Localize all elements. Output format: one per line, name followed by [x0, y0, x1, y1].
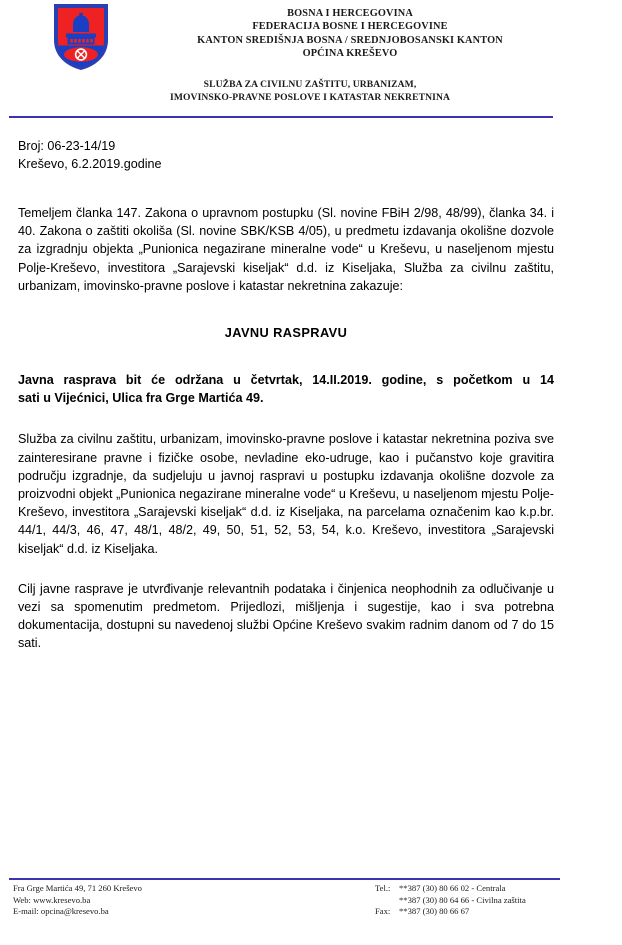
invitation-line-1: Služba za civilnu zaštitu, urbanizam, imovinsko-pravne poslove i katastar nekretnina: [18, 432, 491, 447]
paragraph-schedule: [18, 371, 554, 407]
footer-fax-number: **387 (30) 80 66 67: [399, 906, 470, 917]
header-line-federation: FEDERACIJA BOSNE I HERCEGOVINE: [252, 21, 448, 33]
notice-heading: JAVNU RASPRAVU: [224, 325, 348, 341]
intro-line-5: d.d. iz Kiseljaka, Služba za civilnu zaštitu, urbanizam, imovinsko-pravne poslove i: [18, 260, 554, 293]
paragraph-purpose: [18, 580, 554, 653]
footer-tel-number-2: **387 (30) 80 64 66: [399, 894, 470, 905]
footer-tel-number-1: **387 (30) 80 66 02: [399, 883, 470, 893]
footer-address: Fra Grge Martića 49, 71 260 Kreševo: [13, 883, 142, 893]
footer-contact-left: [13, 883, 313, 918]
department-line-2: IMOVINSKO-PRAVNE POSLOVE I KATASTAR NEKRETNINA: [169, 92, 450, 103]
footer-fax-label: Fax:: [375, 906, 391, 917]
invitation-line-3: pučanstvo koje gravitira području izgradnje, da sudjeluju u javnoj raspravi u postupku: [18, 450, 555, 483]
invitation-line-4: izdavanja okolišne dozvole za proizvodni objekt „Punionica negazirane mineralne: [18, 468, 554, 502]
invitation-line-2: poziva sve zainteresirane pravne i fizičke osobe, nevladine eko-udruge, kao i: [18, 432, 555, 465]
schedule-line-2: sati u Vijećnici, Ulica fra Grge Martića 49.: [18, 391, 264, 406]
department-line-1: SLUŽBA ZA CIVILNU ZAŠTITU, URBANIZAM,: [203, 79, 417, 90]
coat-of-arms-icon: [52, 2, 110, 72]
footer-tel-desc-2: - Civilna zaštita: [471, 894, 526, 905]
invitation-line-5: vode“ u Kreševu, u naseljenom mjestu Polje-Kreševo, investitora „Sarajevski kiseljak“: [18, 487, 554, 520]
footer-tel-desc-1: - Centrala: [471, 883, 506, 893]
footer-phone-row-1: [375, 883, 615, 895]
header-country-lines: [140, 7, 560, 61]
footer-divider: [9, 878, 560, 880]
header-divider: [9, 116, 553, 118]
document-body: [18, 138, 554, 653]
intro-line-1: Temeljem članka 147. Zakona o upravnom postupku (Sl. novine FBiH 2/98, 48/99),: [18, 206, 486, 220]
intro-line-3: izdavanja okolišne dozvole za izgradnju objekta „Punionica negazirane mineralne: [18, 224, 554, 257]
footer-phone-row-2: [375, 895, 615, 907]
footer-contact-right: [375, 883, 615, 918]
invitation-line-7: 49, 50, 51, 52, 53, 54, k.o. Kreševo, investitora „Sarajevski kiseljak“ d.d. iz Kiseljaka.: [18, 523, 554, 556]
invitation-line-6: d.d. iz Kiseljaka, na parcelama označenim kao k.p.br. 44/1, 44/3, 46, 47, 48/1, 48/2,: [18, 505, 554, 538]
footer-email[interactable]: E-mail: opcina@kresevo.ba: [13, 906, 109, 917]
intro-line-4: vode“ u Kreševu, u naseljenom mjestu Polje-Kreševo, investitora „Sarajevski kiseljak“: [18, 242, 555, 275]
purpose-line-1: Cilj javne rasprave je utvrđivanje relevantnih podataka i činjenica neophodnih za: [18, 581, 475, 596]
header-line-municipality: OPĆINA KREŠEVO: [302, 48, 398, 60]
footer-website[interactable]: Web: www.kresevo.ba: [13, 894, 91, 905]
purpose-line-3: sva potrebna dokumentacija, dostupni su navedenoj službi Općine Kreševo svakim: [18, 600, 554, 633]
intro-line-2: članka 34. i 40. Zakona o zaštiti okoliša (Sl. novine SBK/KSB 4/05), u predmetu: [18, 206, 554, 239]
document-meta: [18, 138, 554, 173]
place-and-date: Kreševo, 6.2.2019.godine: [18, 156, 162, 171]
paragraph-invitation: [18, 430, 554, 557]
intro-line-6: katastar nekretnina zakazuje:: [239, 278, 404, 293]
reference-number: Broj: 06-23-14/19: [18, 139, 116, 153]
document-header: [0, 0, 622, 112]
header-line-country: BOSNA I HERCEGOVINA: [287, 8, 413, 19]
paragraph-legal-basis: [18, 204, 554, 295]
document-footer: [0, 883, 622, 933]
header-department: [60, 78, 560, 104]
purpose-line-4: radnim danom od 7 do 15 sati.: [18, 618, 554, 651]
purpose-line-2: odlučivanje u vezi sa spomenutim predmetom. Prijedlozi, mišljenja i sugestije, kao i: [18, 581, 555, 615]
footer-fax-row: [375, 906, 615, 918]
footer-tel-label: Tel.:: [375, 883, 391, 893]
header-line-canton: KANTON SREDIŠNJA BOSNA / SREDNJOBOSANSKI KANTON: [197, 34, 503, 46]
schedule-line-1: Javna rasprava bit će održana u četvrtak, 14.II.2019. godine, s početkom u 14: [18, 373, 554, 388]
